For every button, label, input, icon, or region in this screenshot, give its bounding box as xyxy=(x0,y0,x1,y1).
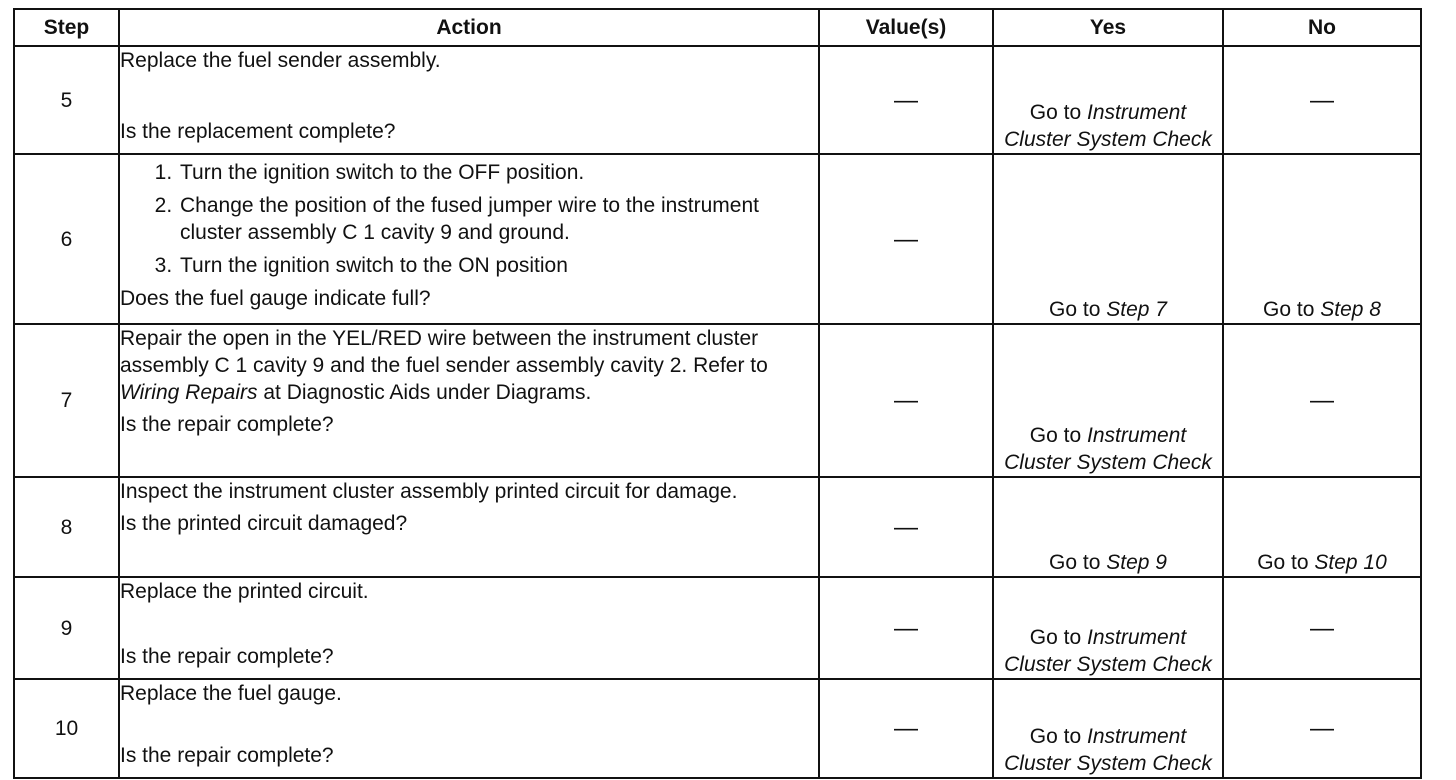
yes-link[interactable]: Step 9 xyxy=(1106,551,1167,574)
no-cell: — xyxy=(1223,577,1421,679)
yes-cell xyxy=(993,46,1223,154)
yes-cell xyxy=(993,477,1223,577)
header-no: No xyxy=(1223,9,1421,46)
table-row-step-7 xyxy=(14,324,1421,477)
action-text: Replace the fuel sender assembly. xyxy=(120,49,441,72)
yes-link[interactable]: Instrument Cluster System Check xyxy=(1004,626,1212,676)
wiring-repairs-link[interactable]: Wiring Repairs xyxy=(120,381,258,404)
value-cell: — xyxy=(819,679,993,778)
header-values: Value(s) xyxy=(819,9,993,46)
yes-link[interactable]: Instrument Cluster System Check xyxy=(1004,424,1212,474)
yes-prefix: Go to xyxy=(1029,101,1087,124)
value-cell: — xyxy=(819,324,993,477)
table-row-step-9 xyxy=(14,577,1421,679)
yes-prefix: Go to xyxy=(1049,551,1107,574)
yes-prefix: Go to xyxy=(1029,725,1087,748)
yes-prefix: Go to xyxy=(1049,298,1107,321)
action-question: Is the replacement complete? xyxy=(120,120,396,143)
action-cell xyxy=(119,679,819,778)
action-cell xyxy=(119,324,819,477)
header-step: Step xyxy=(14,9,119,46)
no-link[interactable]: Step 10 xyxy=(1314,551,1387,574)
action-step-item: 1. Turn the ignition switch to the OFF position. xyxy=(178,159,818,186)
no-link[interactable]: Step 8 xyxy=(1320,298,1381,321)
yes-link[interactable]: Instrument Cluster System Check xyxy=(1004,101,1212,151)
action-text xyxy=(120,325,818,406)
table-row-step-6 xyxy=(14,154,1421,324)
action-cell xyxy=(119,477,819,577)
no-cell: — xyxy=(1223,324,1421,477)
step-number: 6 xyxy=(14,154,119,324)
yes-cell xyxy=(993,679,1223,778)
yes-prefix: Go to xyxy=(1029,626,1087,649)
action-text: Replace the printed circuit. xyxy=(120,580,369,603)
yes-link[interactable]: Step 7 xyxy=(1106,298,1167,321)
step-number: 7 xyxy=(14,324,119,477)
yes-prefix: Go to xyxy=(1029,424,1087,447)
step-number: 5 xyxy=(14,46,119,154)
table-header-row xyxy=(14,9,1421,46)
no-cell xyxy=(1223,477,1421,577)
action-cell xyxy=(119,46,819,154)
no-cell xyxy=(1223,154,1421,324)
no-cell: — xyxy=(1223,679,1421,778)
action-step-item: 2. Change the position of the fused jumper wire to the instrument cluster assembly C 1 cavity 9 and ground. xyxy=(178,192,818,246)
table-row-step-10 xyxy=(14,679,1421,778)
action-steps-list xyxy=(120,159,818,279)
diagnostic-table xyxy=(13,8,1422,779)
header-yes: Yes xyxy=(993,9,1223,46)
action-cell xyxy=(119,577,819,679)
action-question: Is the repair complete? xyxy=(120,744,334,767)
table-row-step-8 xyxy=(14,477,1421,577)
step-number: 8 xyxy=(14,477,119,577)
action-text: Replace the fuel gauge. xyxy=(120,682,342,705)
value-cell: — xyxy=(819,154,993,324)
no-prefix: Go to xyxy=(1257,551,1315,574)
action-cell xyxy=(119,154,819,324)
action-question: Is the printed circuit damaged? xyxy=(120,512,408,535)
table-row-step-5 xyxy=(14,46,1421,154)
yes-cell xyxy=(993,577,1223,679)
action-step-item: 3. Turn the ignition switch to the ON position xyxy=(178,252,818,279)
value-cell: — xyxy=(819,46,993,154)
no-cell: — xyxy=(1223,46,1421,154)
no-prefix: Go to xyxy=(1263,298,1321,321)
header-action: Action xyxy=(119,9,819,46)
action-text: Inspect the instrument cluster assembly printed circuit for damage. xyxy=(120,480,738,503)
yes-cell xyxy=(993,324,1223,477)
action-question: Does the fuel gauge indicate full? xyxy=(120,287,431,310)
value-cell: — xyxy=(819,577,993,679)
yes-cell xyxy=(993,154,1223,324)
value-cell: — xyxy=(819,477,993,577)
action-question: Is the repair complete? xyxy=(120,413,334,436)
step-number: 9 xyxy=(14,577,119,679)
action-text-a: Repair the open in the YEL/RED wire between the instrument cluster assembly C 1 cavity 9 and the fuel sender assembly cavity 2. Refer to xyxy=(120,327,768,377)
step-number: 10 xyxy=(14,679,119,778)
action-text-b: at Diagnostic Aids under Diagrams. xyxy=(257,381,592,404)
action-question: Is the repair complete? xyxy=(120,645,334,668)
yes-link[interactable]: Instrument Cluster System Check xyxy=(1004,725,1212,775)
